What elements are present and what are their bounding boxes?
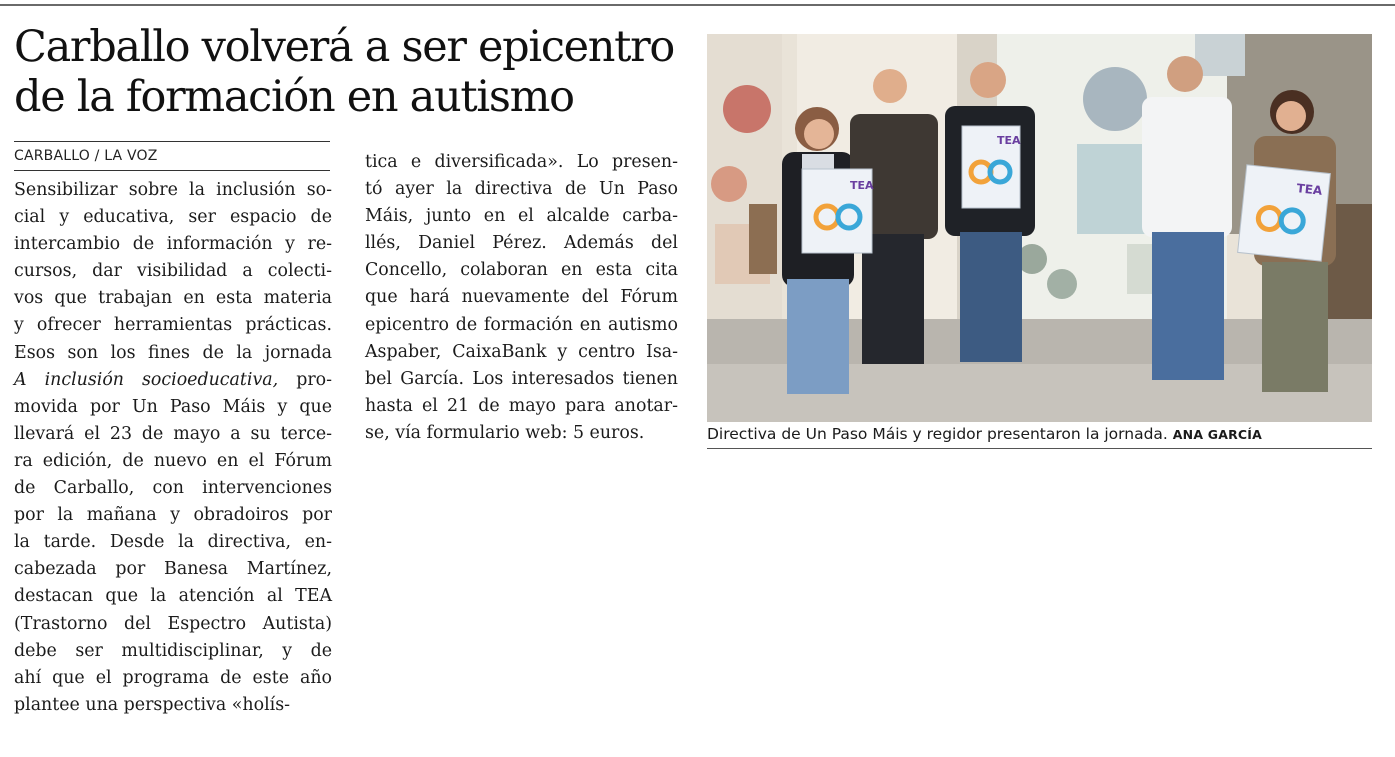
- column-1-line: y ofrecer herramientas prácticas.: [14, 315, 332, 336]
- page-top-rule: [0, 4, 1395, 6]
- photo-caption-text: Directiva de Un Paso Máis y regidor presentaron la jornada.: [707, 425, 1168, 443]
- column-1-line: la tarde. Desde la directiva, en-: [14, 532, 332, 553]
- column-1-line: llevará el 23 de mayo a su terce-: [14, 423, 332, 444]
- photo-illustration: [707, 34, 1372, 422]
- column-1-line: destacan que la atención al TEA: [14, 586, 332, 607]
- article-column-1: [14, 177, 332, 719]
- column-2-line: epicentro de formación en autismo: [365, 314, 678, 335]
- column-2-line: Concello, colaboran en esta cita: [365, 260, 678, 281]
- byline: CARBALLO / LA VOZ: [14, 148, 158, 164]
- column-1-line: cursos, dar visibilidad a colecti-: [14, 261, 332, 282]
- column-1-line: Esos son los fines de la jornada: [14, 342, 332, 363]
- column-2-line: llés, Daniel Pérez. Además del: [365, 233, 678, 254]
- column-1-line: (Trastorno del Espectro Autista): [14, 613, 332, 634]
- column-2-line: Máis, junto en el alcalde carba-: [365, 206, 678, 227]
- poster-1-title: TEA: [850, 179, 874, 192]
- poster-3: [1238, 165, 1331, 261]
- photo-caption: [707, 423, 1372, 446]
- column-2-line: bel García. Los interesados tienen: [365, 368, 678, 389]
- column-2-line: que hará nuevamente del Fórum: [365, 287, 678, 308]
- column-1-line: ahí que el programa de este año: [14, 667, 332, 688]
- column-1-line: [14, 367, 332, 394]
- column-2-line: tó ayer la directiva de Un Paso: [365, 179, 678, 200]
- person-4: [1142, 56, 1232, 380]
- poster-1: [802, 169, 874, 253]
- headline-line-2: de la formación en autismo: [14, 72, 574, 122]
- column-2-line: hasta el 21 de mayo para anotar-: [365, 395, 678, 416]
- article-photo: [707, 34, 1372, 422]
- column-1-line-rest: pro-: [278, 369, 332, 390]
- column-2-line: tica e diversificada». Lo presen-: [365, 152, 678, 172]
- column-1-line: debe ser multidisciplinar, y de: [14, 640, 332, 661]
- column-1-line: cabezada por Banesa Martínez,: [14, 559, 332, 580]
- column-1-line: de Carballo, con intervenciones: [14, 478, 332, 499]
- event-name: A inclusión socioeducativa,: [14, 369, 279, 390]
- column-1-line: por la mañana y obradoiros por: [14, 505, 332, 526]
- caption-rule: [707, 448, 1372, 449]
- photo-credit: ANA GARCÍA: [1172, 427, 1263, 442]
- column-1-line: movida por Un Paso Máis y que: [14, 396, 332, 417]
- headline: [14, 22, 694, 122]
- column-1-line: cial y educativa, ser espacio de: [14, 207, 332, 228]
- poster-2: [962, 126, 1021, 208]
- poster-3-title: TEA: [1295, 181, 1323, 198]
- column-2-line: Aspaber, CaixaBank y centro Isa-: [365, 341, 678, 362]
- column-1-line: plantee una perspectiva «holís-: [14, 694, 290, 715]
- column-1-line: intercambio de información y re-: [14, 234, 332, 255]
- byline-bottom-rule: [14, 170, 330, 171]
- column-2-line: se, vía formulario web: 5 euros.: [365, 422, 645, 443]
- column-1-line: ra edición, de nuevo en el Fórum: [14, 450, 332, 471]
- poster-2-title: TEA: [997, 134, 1021, 147]
- column-1-line: vos que trabajan en esta materia: [14, 288, 332, 309]
- article-column-2: [365, 149, 678, 447]
- column-1-line: Sensibilizar sobre la inclusión so-: [14, 180, 332, 200]
- byline-top-rule: [14, 141, 330, 142]
- headline-line-1: Carballo volverá a ser epicentro: [14, 22, 674, 72]
